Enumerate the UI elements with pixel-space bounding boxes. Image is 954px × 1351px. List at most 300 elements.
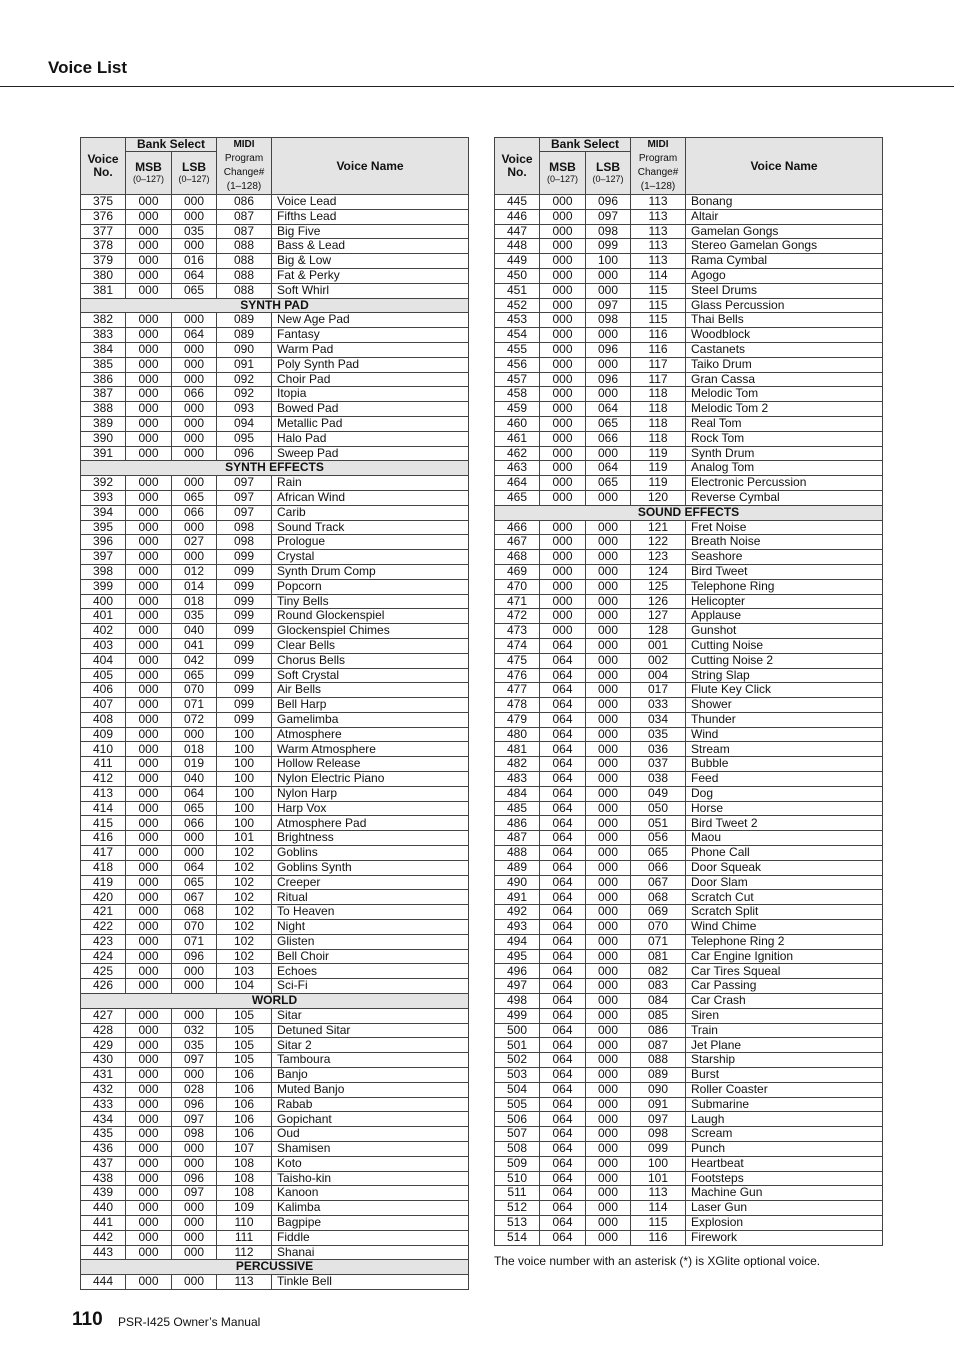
table-row xyxy=(81,535,469,550)
voice-name: Rain xyxy=(272,476,469,491)
msb-value: 000 xyxy=(540,387,586,402)
msb-value: 064 xyxy=(540,801,586,816)
msb-value: 000 xyxy=(126,846,172,861)
voice-name: Sound Track xyxy=(272,520,469,535)
msb-value: 064 xyxy=(540,1038,586,1053)
msb-value: 064 xyxy=(540,1142,586,1157)
table-row xyxy=(81,328,469,343)
msb-value: 000 xyxy=(540,446,586,461)
voice-name: Telephone Ring 2 xyxy=(686,934,883,949)
table-row xyxy=(495,1082,883,1097)
msb-value: 064 xyxy=(540,816,586,831)
table-row xyxy=(495,328,883,343)
voice-number: 456 xyxy=(495,357,540,372)
table-row xyxy=(81,624,469,639)
msb-value: 000 xyxy=(126,816,172,831)
voice-number: 382 xyxy=(81,313,126,328)
voice-number: 463 xyxy=(495,461,540,476)
voice-name: Analog Tom xyxy=(686,461,883,476)
table-row xyxy=(495,979,883,994)
msb-value: 064 xyxy=(540,905,586,920)
lsb-value: 071 xyxy=(172,934,217,949)
voice-name: Wind Chime xyxy=(686,920,883,935)
voice-number: 424 xyxy=(81,949,126,964)
voice-name: Bowed Pad xyxy=(272,402,469,417)
voice-number: 511 xyxy=(495,1186,540,1201)
program-change-value: 089 xyxy=(217,328,272,343)
lsb-value: 000 xyxy=(586,535,631,550)
msb-value: 000 xyxy=(126,653,172,668)
voice-no-header: Voice No. xyxy=(81,138,126,195)
lsb-value: 000 xyxy=(586,786,631,801)
table-row xyxy=(495,224,883,239)
lsb-value: 066 xyxy=(172,505,217,520)
program-change-value: 100 xyxy=(217,786,272,801)
msb-value: 064 xyxy=(540,653,586,668)
program-change-value: 115 xyxy=(631,298,686,313)
program-change-value: 098 xyxy=(217,535,272,550)
lsb-value: 000 xyxy=(172,831,217,846)
voice-name: Bonang xyxy=(686,195,883,210)
msb-value: 000 xyxy=(540,579,586,594)
program-change-value: 102 xyxy=(217,905,272,920)
program-change-value: 123 xyxy=(631,550,686,565)
lsb-value: 000 xyxy=(586,564,631,579)
voice-number: 397 xyxy=(81,550,126,565)
program-change-value: 099 xyxy=(217,668,272,683)
lsb-value: 070 xyxy=(172,920,217,935)
table-row xyxy=(81,683,469,698)
lsb-value: 070 xyxy=(172,683,217,698)
table-row xyxy=(81,402,469,417)
voice-number: 506 xyxy=(495,1112,540,1127)
voice-number: 380 xyxy=(81,268,126,283)
program-change-value: 100 xyxy=(217,801,272,816)
table-row xyxy=(495,683,883,698)
voice-name: Atmosphere xyxy=(272,727,469,742)
table-row xyxy=(495,1186,883,1201)
program-change-value: 067 xyxy=(631,875,686,890)
msb-value: 000 xyxy=(540,476,586,491)
table-row xyxy=(81,757,469,772)
lsb-value: 000 xyxy=(172,209,217,224)
program-change-value: 113 xyxy=(631,254,686,269)
voice-name: New Age Pad xyxy=(272,313,469,328)
lsb-value: 000 xyxy=(586,905,631,920)
lsb-value: 000 xyxy=(586,1068,631,1083)
lsb-value: 064 xyxy=(586,402,631,417)
manual-name: PSR-I425 Owner’s Manual xyxy=(118,1315,261,1329)
lsb-value: 065 xyxy=(172,283,217,298)
program-change-value: 113 xyxy=(631,224,686,239)
voice-name: Shamisen xyxy=(272,1142,469,1157)
lsb-value: 000 xyxy=(586,1038,631,1053)
table-row xyxy=(495,342,883,357)
voice-number: 416 xyxy=(81,831,126,846)
table-row xyxy=(81,801,469,816)
msb-value: 000 xyxy=(126,1275,172,1290)
voice-number: 468 xyxy=(495,550,540,565)
voice-number: 486 xyxy=(495,816,540,831)
program-change-value: 097 xyxy=(631,1112,686,1127)
voice-name: Rama Cymbal xyxy=(686,254,883,269)
program-change-value: 099 xyxy=(217,579,272,594)
msb-value: 000 xyxy=(126,535,172,550)
category-label: SYNTH EFFECTS xyxy=(81,461,469,476)
voice-number: 402 xyxy=(81,624,126,639)
msb-value: 000 xyxy=(126,402,172,417)
voice-name: Melodic Tom xyxy=(686,387,883,402)
msb-value: 064 xyxy=(540,1171,586,1186)
program-change-value: 121 xyxy=(631,520,686,535)
lsb-value: 000 xyxy=(586,1127,631,1142)
msb-value: 000 xyxy=(126,594,172,609)
voice-number: 487 xyxy=(495,831,540,846)
table-row xyxy=(495,920,883,935)
program-change-value: 101 xyxy=(631,1171,686,1186)
table-row xyxy=(495,860,883,875)
voice-name: Glisten xyxy=(272,934,469,949)
voice-name: Burst xyxy=(686,1068,883,1083)
lsb-value: 065 xyxy=(586,476,631,491)
msb-value: 000 xyxy=(126,520,172,535)
msb-value: 064 xyxy=(540,1112,586,1127)
voice-number: 425 xyxy=(81,964,126,979)
lsb-value: 000 xyxy=(586,357,631,372)
msb-value: 000 xyxy=(126,890,172,905)
voice-name: Rock Tom xyxy=(686,431,883,446)
voice-number: 485 xyxy=(495,801,540,816)
msb-value: 000 xyxy=(126,209,172,224)
voice-number: 497 xyxy=(495,979,540,994)
table-row xyxy=(81,268,469,283)
table-row xyxy=(81,446,469,461)
lsb-value: 000 xyxy=(586,816,631,831)
lsb-value: 065 xyxy=(172,668,217,683)
lsb-value: 000 xyxy=(586,1201,631,1216)
voice-number: 377 xyxy=(81,224,126,239)
table-row xyxy=(495,831,883,846)
program-change-value: 113 xyxy=(631,195,686,210)
voice-number: 500 xyxy=(495,1023,540,1038)
voice-number: 393 xyxy=(81,490,126,505)
table-row xyxy=(81,416,469,431)
program-change-value: 113 xyxy=(631,239,686,254)
voice-name: Metallic Pad xyxy=(272,416,469,431)
table-row xyxy=(81,1008,469,1023)
voice-name: Fantasy xyxy=(272,328,469,343)
lsb-value: 064 xyxy=(172,268,217,283)
program-change-value: 124 xyxy=(631,564,686,579)
table-row xyxy=(495,1171,883,1186)
voice-number: 433 xyxy=(81,1097,126,1112)
voice-name: Big & Low xyxy=(272,254,469,269)
table-row xyxy=(495,283,883,298)
voice-number: 439 xyxy=(81,1186,126,1201)
voice-number: 460 xyxy=(495,416,540,431)
table-row xyxy=(495,372,883,387)
table-row xyxy=(81,638,469,653)
program-change-value: 105 xyxy=(217,1038,272,1053)
voice-number: 443 xyxy=(81,1245,126,1260)
msb-value: 000 xyxy=(126,801,172,816)
lsb-value: 097 xyxy=(172,1186,217,1201)
program-change-value: 102 xyxy=(217,949,272,964)
voice-name: Chorus Bells xyxy=(272,653,469,668)
lsb-value: 066 xyxy=(586,431,631,446)
program-change-value: 094 xyxy=(217,416,272,431)
program-change-value: 108 xyxy=(217,1171,272,1186)
page-number: 110 xyxy=(72,1309,103,1330)
msb-value: 064 xyxy=(540,1215,586,1230)
msb-value: 000 xyxy=(126,683,172,698)
voice-number: 454 xyxy=(495,328,540,343)
program-change-value: 109 xyxy=(217,1201,272,1216)
voice-name: Roller Coaster xyxy=(686,1082,883,1097)
category-row xyxy=(495,505,883,520)
voice-name: Shower xyxy=(686,698,883,713)
table-row xyxy=(495,402,883,417)
msb-value: 000 xyxy=(126,476,172,491)
table-row xyxy=(495,594,883,609)
voice-number: 444 xyxy=(81,1275,126,1290)
msb-value: 000 xyxy=(126,979,172,994)
lsb-value: 000 xyxy=(172,1201,217,1216)
msb-value: 000 xyxy=(126,357,172,372)
lsb-value: 000 xyxy=(172,1215,217,1230)
voice-name: Kanoon xyxy=(272,1186,469,1201)
lsb-value: 096 xyxy=(586,342,631,357)
msb-value: 064 xyxy=(540,1023,586,1038)
table-row xyxy=(495,890,883,905)
table-row xyxy=(81,772,469,787)
table-row xyxy=(81,254,469,269)
voice-name: Breath Noise xyxy=(686,535,883,550)
msb-value: 064 xyxy=(540,949,586,964)
msb-value: 000 xyxy=(126,431,172,446)
table-row xyxy=(81,342,469,357)
program-change-value: 082 xyxy=(631,964,686,979)
voice-name: Voice Lead xyxy=(272,195,469,210)
table-row xyxy=(495,772,883,787)
voice-number: 381 xyxy=(81,283,126,298)
msb-value: 000 xyxy=(126,505,172,520)
table-row xyxy=(81,505,469,520)
lsb-value: 066 xyxy=(172,816,217,831)
table-row xyxy=(495,1068,883,1083)
lsb-value: 000 xyxy=(172,372,217,387)
lsb-value: 000 xyxy=(586,712,631,727)
msb-value: 000 xyxy=(540,224,586,239)
voice-number: 492 xyxy=(495,905,540,920)
msb-value: 064 xyxy=(540,934,586,949)
lsb-value: 000 xyxy=(172,846,217,861)
voice-number: 406 xyxy=(81,683,126,698)
program-change-value: 099 xyxy=(217,624,272,639)
voice-number: 455 xyxy=(495,342,540,357)
program-change-value: 100 xyxy=(217,757,272,772)
voice-number: 504 xyxy=(495,1082,540,1097)
msb-value: 000 xyxy=(540,239,586,254)
lsb-value: 000 xyxy=(586,1008,631,1023)
voice-name: Nylon Harp xyxy=(272,786,469,801)
category-label: PERCUSSIVE xyxy=(81,1260,469,1275)
midi-program-change-header: MIDI Program Change# (1–128) xyxy=(217,138,272,195)
voice-name: Bagpipe xyxy=(272,1215,469,1230)
voice-number: 434 xyxy=(81,1112,126,1127)
lsb-value: 000 xyxy=(172,1245,217,1260)
voice-name: Thunder xyxy=(686,712,883,727)
lsb-value: 000 xyxy=(172,357,217,372)
msb-value: 000 xyxy=(540,298,586,313)
voice-name: Hollow Release xyxy=(272,757,469,772)
table-row xyxy=(495,1142,883,1157)
voice-number: 440 xyxy=(81,1201,126,1216)
table-row xyxy=(81,816,469,831)
voice-name: Scratch Split xyxy=(686,905,883,920)
voice-number: 503 xyxy=(495,1068,540,1083)
program-change-value: 097 xyxy=(217,490,272,505)
program-change-value: 099 xyxy=(217,638,272,653)
voice-number: 409 xyxy=(81,727,126,742)
table-row xyxy=(81,579,469,594)
voice-name: Echoes xyxy=(272,964,469,979)
voice-name: Altair xyxy=(686,209,883,224)
voice-name: Door Slam xyxy=(686,875,883,890)
lsb-value: 018 xyxy=(172,742,217,757)
program-change-value: 088 xyxy=(217,283,272,298)
lsb-value: 000 xyxy=(586,1097,631,1112)
lsb-value: 000 xyxy=(172,727,217,742)
msb-value: 000 xyxy=(126,387,172,402)
msb-value: 064 xyxy=(540,683,586,698)
lsb-value: 000 xyxy=(586,328,631,343)
lsb-value: 097 xyxy=(586,298,631,313)
msb-value: 000 xyxy=(540,313,586,328)
msb-value: 000 xyxy=(126,416,172,431)
msb-value: 064 xyxy=(540,786,586,801)
lsb-value: 000 xyxy=(586,653,631,668)
voice-name: Synth Drum Comp xyxy=(272,564,469,579)
table-row xyxy=(81,1230,469,1245)
program-change-value: 095 xyxy=(217,431,272,446)
category-row xyxy=(81,298,469,313)
table-row xyxy=(495,905,883,920)
voice-name: Fifths Lead xyxy=(272,209,469,224)
lsb-value: 027 xyxy=(172,535,217,550)
program-change-value: 118 xyxy=(631,387,686,402)
lsb-value: 000 xyxy=(586,860,631,875)
program-change-value: 033 xyxy=(631,698,686,713)
msb-value: 064 xyxy=(540,668,586,683)
program-change-value: 017 xyxy=(631,683,686,698)
voice-number: 514 xyxy=(495,1230,540,1245)
voice-number: 491 xyxy=(495,890,540,905)
msb-value: 000 xyxy=(540,431,586,446)
voice-number: 391 xyxy=(81,446,126,461)
table-row xyxy=(495,550,883,565)
program-change-value: 056 xyxy=(631,831,686,846)
voice-number: 480 xyxy=(495,727,540,742)
msb-value: 064 xyxy=(540,964,586,979)
program-change-value: 100 xyxy=(217,772,272,787)
table-row xyxy=(81,949,469,964)
program-change-value: 103 xyxy=(217,964,272,979)
midi-program-change-header: MIDI Program Change# (1–128) xyxy=(631,138,686,195)
program-change-value: 118 xyxy=(631,431,686,446)
program-change-value: 106 xyxy=(217,1068,272,1083)
voice-name: Kalimba xyxy=(272,1201,469,1216)
table-row xyxy=(495,1230,883,1245)
table-row xyxy=(495,964,883,979)
table-row xyxy=(495,431,883,446)
voice-name: Bass & Lead xyxy=(272,239,469,254)
voice-name: Clear Bells xyxy=(272,638,469,653)
lsb-value: 000 xyxy=(172,550,217,565)
program-change-value: 034 xyxy=(631,712,686,727)
program-change-value: 088 xyxy=(217,254,272,269)
msb-value: 000 xyxy=(126,1112,172,1127)
lsb-value: 096 xyxy=(172,1097,217,1112)
lsb-value: 064 xyxy=(172,328,217,343)
voice-number: 452 xyxy=(495,298,540,313)
msb-value: 000 xyxy=(126,1068,172,1083)
voice-number: 413 xyxy=(81,786,126,801)
program-change-value: 087 xyxy=(631,1038,686,1053)
msb-value: 000 xyxy=(126,1171,172,1186)
program-change-value: 099 xyxy=(217,550,272,565)
voice-name: Fret Noise xyxy=(686,520,883,535)
program-change-value: 085 xyxy=(631,1008,686,1023)
voice-name: Bird Tweet xyxy=(686,564,883,579)
program-change-value: 117 xyxy=(631,357,686,372)
voice-name: Agogo xyxy=(686,268,883,283)
voice-name: Round Glockenspiel xyxy=(272,609,469,624)
voice-number: 489 xyxy=(495,860,540,875)
lsb-value: 000 xyxy=(586,1082,631,1097)
voice-name: Footsteps xyxy=(686,1171,883,1186)
lsb-value: 000 xyxy=(586,994,631,1009)
table-row xyxy=(81,1068,469,1083)
table-row xyxy=(495,1023,883,1038)
table-row xyxy=(495,239,883,254)
voice-number: 490 xyxy=(495,875,540,890)
lsb-value: 000 xyxy=(586,964,631,979)
bank-select-header: Bank Select xyxy=(126,138,217,152)
voice-number: 437 xyxy=(81,1156,126,1171)
msb-value: 064 xyxy=(540,890,586,905)
table-row xyxy=(81,224,469,239)
category-row xyxy=(81,461,469,476)
voice-name: Stream xyxy=(686,742,883,757)
lsb-value: 000 xyxy=(586,579,631,594)
msb-value: 000 xyxy=(540,283,586,298)
program-change-value: 093 xyxy=(217,402,272,417)
program-change-value: 099 xyxy=(631,1142,686,1157)
msb-value: 000 xyxy=(126,905,172,920)
msb-value: 000 xyxy=(126,831,172,846)
lsb-value: 000 xyxy=(586,1186,631,1201)
program-change-value: 091 xyxy=(217,357,272,372)
table-row xyxy=(495,1156,883,1171)
voice-number: 474 xyxy=(495,638,540,653)
voice-number: 484 xyxy=(495,786,540,801)
lsb-value: 000 xyxy=(586,1171,631,1186)
msb-value: 000 xyxy=(540,564,586,579)
program-change-value: 091 xyxy=(631,1097,686,1112)
msb-value: 000 xyxy=(540,520,586,535)
msb-value: 000 xyxy=(126,1156,172,1171)
